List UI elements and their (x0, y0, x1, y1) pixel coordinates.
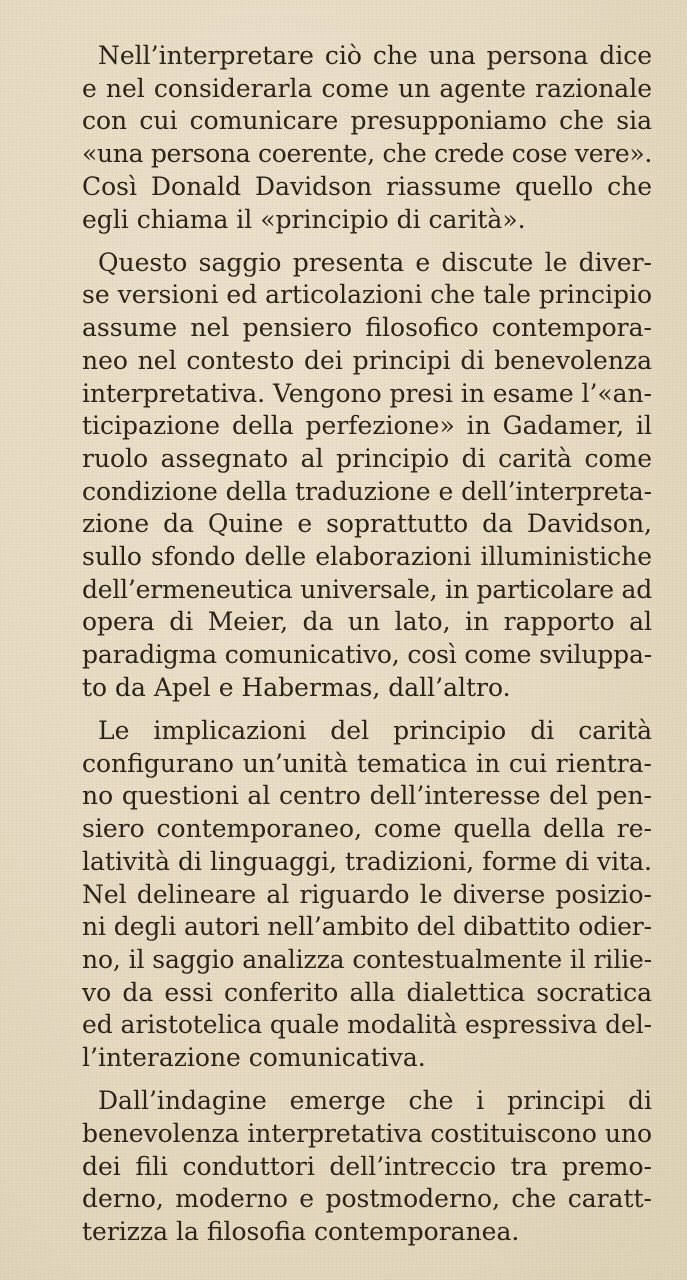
text-line: configurano un’unità tematica in cui rientra- (82, 748, 652, 778)
text-line: con cui comunicare presupponiamo che sia (82, 106, 652, 136)
text-line: se versioni ed articolazioni che tale principio (82, 280, 652, 310)
text-line: l’interazione comunicativa. (82, 1043, 426, 1073)
text-line: siero contemporaneo, come quella della re- (82, 814, 652, 844)
paragraph-4 (82, 1085, 652, 1249)
text-line: ni degli autori nell’ambito del dibattito odier- (82, 912, 652, 942)
text-line: dell’ermeneutica universale, in particolare ad (82, 574, 652, 604)
text-line: Questo saggio presenta e discute le diver- (98, 247, 652, 277)
text-line: condizione della traduzione e dell’interpreta- (82, 476, 652, 506)
text-line: benevolenza interpretativa costituiscono uno (82, 1119, 652, 1148)
text-line: dei fili conduttori dell’intreccio tra premo- (82, 1151, 652, 1181)
paragraph-3 (82, 715, 652, 1075)
text-line: to da Apel e Habermas, dall’altro. (82, 672, 511, 702)
text-line: no, il saggio analizza contestualmente il rilie- (82, 944, 652, 974)
text-line: derno, moderno e postmoderno, che caratt- (82, 1184, 652, 1214)
text-line: Dall’indagine emerge che i principi di (98, 1086, 652, 1116)
text-line: e nel considerarla come un agente razionale (82, 73, 652, 103)
text-line: paradigma comunicativo, così come sviluppa- (82, 640, 652, 670)
text-line: egli chiama il «principio di carità». (82, 204, 526, 234)
paragraph-1 (82, 40, 652, 236)
text-line: Le implicazioni del principio di carità (98, 716, 652, 746)
text-line: assume nel pensiero filosofico contempora- (82, 313, 652, 343)
text-line: opera di Meier, da un lato, in rapporto al (82, 607, 652, 637)
text-line: ticipazione della perfezione» in Gadamer, il (82, 411, 652, 441)
text-line: vo da essi conferito alla dialettica socratica (82, 977, 652, 1007)
text-line: Nell’interpretare ciò che una persona dice (98, 41, 652, 70)
text-line: terizza la filosofia contemporanea. (82, 1217, 520, 1247)
text-line: «una persona coerente, che crede cose vere». (82, 139, 652, 169)
text-line: interpretativa. Vengono presi in esame l’«an- (82, 378, 652, 408)
text-line: latività di linguaggi, tradizioni, forme di vita. (82, 846, 652, 876)
text-line: Nel delineare al riguardo le diverse posizio- (82, 879, 652, 909)
text-line: sullo sfondo delle elaborazioni illuministiche (82, 542, 652, 572)
text-line: zione da Quine e soprattutto da Davidson, (82, 509, 652, 539)
text-line: no questioni al centro dell’interesse del pen- (82, 781, 652, 811)
paragraph-2 (82, 247, 652, 705)
text-line: ed aristotelica quale modalità espressiva del- (82, 1010, 652, 1040)
text-line: Così Donald Davidson riassume quello che (82, 171, 652, 201)
text-line: ruolo assegnato al principio di carità come (82, 443, 652, 473)
blurb-text (82, 40, 652, 1249)
text-line: neo nel contesto dei principi di benevolenza (82, 345, 652, 375)
